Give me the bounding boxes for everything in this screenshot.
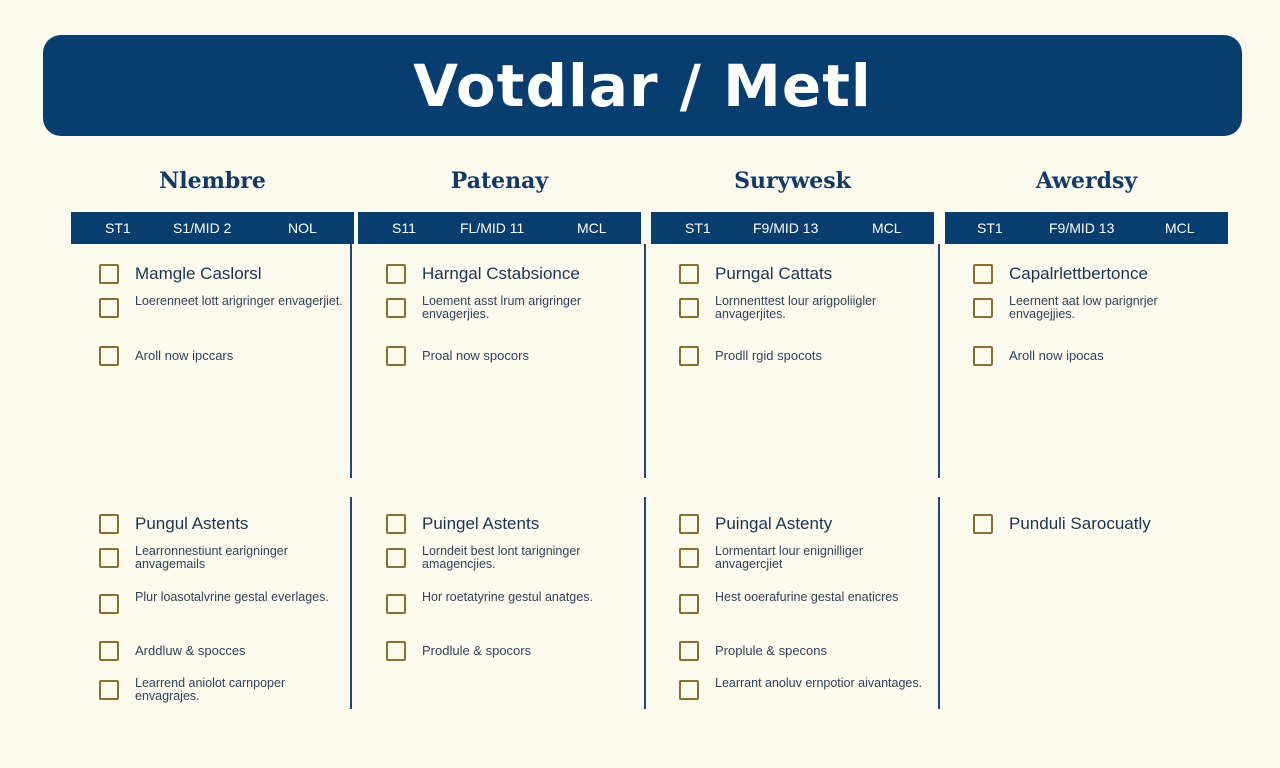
- checkbox[interactable]: [679, 594, 699, 614]
- checkbox[interactable]: [99, 346, 119, 366]
- header-cell: S11: [392, 220, 416, 236]
- checkbox[interactable]: [973, 346, 993, 366]
- item-description: Loerenneet lott arigringer envagerjiet.: [135, 294, 343, 308]
- checkbox[interactable]: [679, 298, 699, 318]
- checkbox[interactable]: [99, 264, 119, 284]
- item-description: Hest ooerafurine gestal enaticres: [715, 590, 899, 604]
- header-cell: MCL: [872, 220, 902, 236]
- item-description: Lormentart lour enignilliger anvagercjiet: [715, 544, 863, 571]
- checkbox[interactable]: [973, 514, 993, 534]
- checkbox[interactable]: [386, 594, 406, 614]
- header-cell: MCL: [1165, 220, 1195, 236]
- column-header-bar: [71, 212, 354, 244]
- checkbox[interactable]: [386, 264, 406, 284]
- checkbox[interactable]: [679, 346, 699, 366]
- header-cell: ST1: [105, 220, 131, 236]
- page-title: Votdlar / Metl: [413, 51, 872, 120]
- item-label: Prodll rgid spocots: [715, 348, 822, 363]
- checkbox[interactable]: [679, 641, 699, 661]
- column-divider: [350, 244, 352, 478]
- header-cell: F9/MID 13: [753, 220, 819, 236]
- checkbox[interactable]: [99, 680, 119, 700]
- column-title: Surywesk: [734, 168, 851, 194]
- checkbox[interactable]: [679, 514, 699, 534]
- column-title: Patenay: [450, 168, 549, 194]
- item-label: Arddluw & spocces: [135, 643, 246, 658]
- checkbox[interactable]: [99, 298, 119, 318]
- item-description: Lornnenttest lour arigpoliigler anvagerjites.: [715, 294, 877, 321]
- checkbox[interactable]: [679, 680, 699, 700]
- checkbox[interactable]: [679, 548, 699, 568]
- column-divider: [938, 497, 940, 709]
- item-label: Proplule & specons: [715, 643, 828, 658]
- column-divider: [938, 244, 940, 478]
- column-title: Nlembre: [159, 168, 266, 194]
- item-description: Learrant anoluv ernpotior aivantages.: [715, 676, 923, 690]
- header-cell: FL/MID 11: [460, 220, 525, 236]
- item-label: Aroll now ipocas: [1009, 348, 1104, 363]
- checkbox[interactable]: [973, 264, 993, 284]
- checkbox[interactable]: [99, 594, 119, 614]
- item-description: Loement asst lrum arigringer envagerjies.: [422, 294, 582, 321]
- item-label: Mamgle Caslorsl: [135, 264, 262, 283]
- header-cell: NOL: [288, 220, 317, 236]
- checkbox[interactable]: [386, 514, 406, 534]
- checkbox[interactable]: [386, 548, 406, 568]
- header-cell: F9/MID 13: [1049, 220, 1115, 236]
- column-divider: [644, 497, 646, 709]
- item-description: Hor roetatyrine gestul anatges.: [422, 590, 593, 604]
- item-description: Leernent aat low parignrjer envagejjies.: [1009, 294, 1158, 321]
- item-label: Aroll now ipccars: [135, 348, 234, 363]
- checkbox[interactable]: [386, 346, 406, 366]
- checkbox[interactable]: [386, 298, 406, 318]
- item-label: Prodlule & spocors: [422, 643, 532, 658]
- checkbox[interactable]: [386, 641, 406, 661]
- item-label: Pungul Astents: [135, 514, 249, 533]
- checkbox[interactable]: [99, 641, 119, 661]
- column-header-bar: [945, 212, 1228, 244]
- item-label: Puingel Astents: [422, 514, 540, 533]
- column-divider: [350, 497, 352, 709]
- header-cell: S1/MID 2: [173, 220, 232, 236]
- item-label: Puingal Astenty: [715, 514, 833, 533]
- checkbox[interactable]: [99, 514, 119, 534]
- header-cell: ST1: [977, 220, 1003, 236]
- item-description: Lorndeit best lont tarigninger amagencjies.: [422, 544, 581, 571]
- column-header-bar: [358, 212, 641, 244]
- column-header-bar: [651, 212, 934, 244]
- item-label: Punduli Sarocuatly: [1009, 514, 1151, 533]
- title-banner: [43, 35, 1242, 136]
- column-divider: [644, 244, 646, 478]
- header-cell: ST1: [685, 220, 711, 236]
- checkbox[interactable]: [679, 264, 699, 284]
- item-description: Learrend aniolot carnpoper envagrajes.: [135, 676, 286, 703]
- item-label: Proal now spocors: [422, 348, 529, 363]
- checkbox[interactable]: [973, 298, 993, 318]
- header-cell: MCL: [577, 220, 607, 236]
- checkbox[interactable]: [99, 548, 119, 568]
- column-title: Awerdsy: [1035, 168, 1138, 194]
- item-label: Purngal Cattats: [715, 264, 833, 283]
- item-description: Learronnestiunt earigninger anvagemails: [135, 544, 288, 571]
- item-label: Harngal Cstabsionce: [422, 264, 580, 283]
- item-label: Capalrlettbertonce: [1009, 264, 1148, 283]
- item-description: Plur loasotalvrine gestal everlages.: [135, 590, 329, 604]
